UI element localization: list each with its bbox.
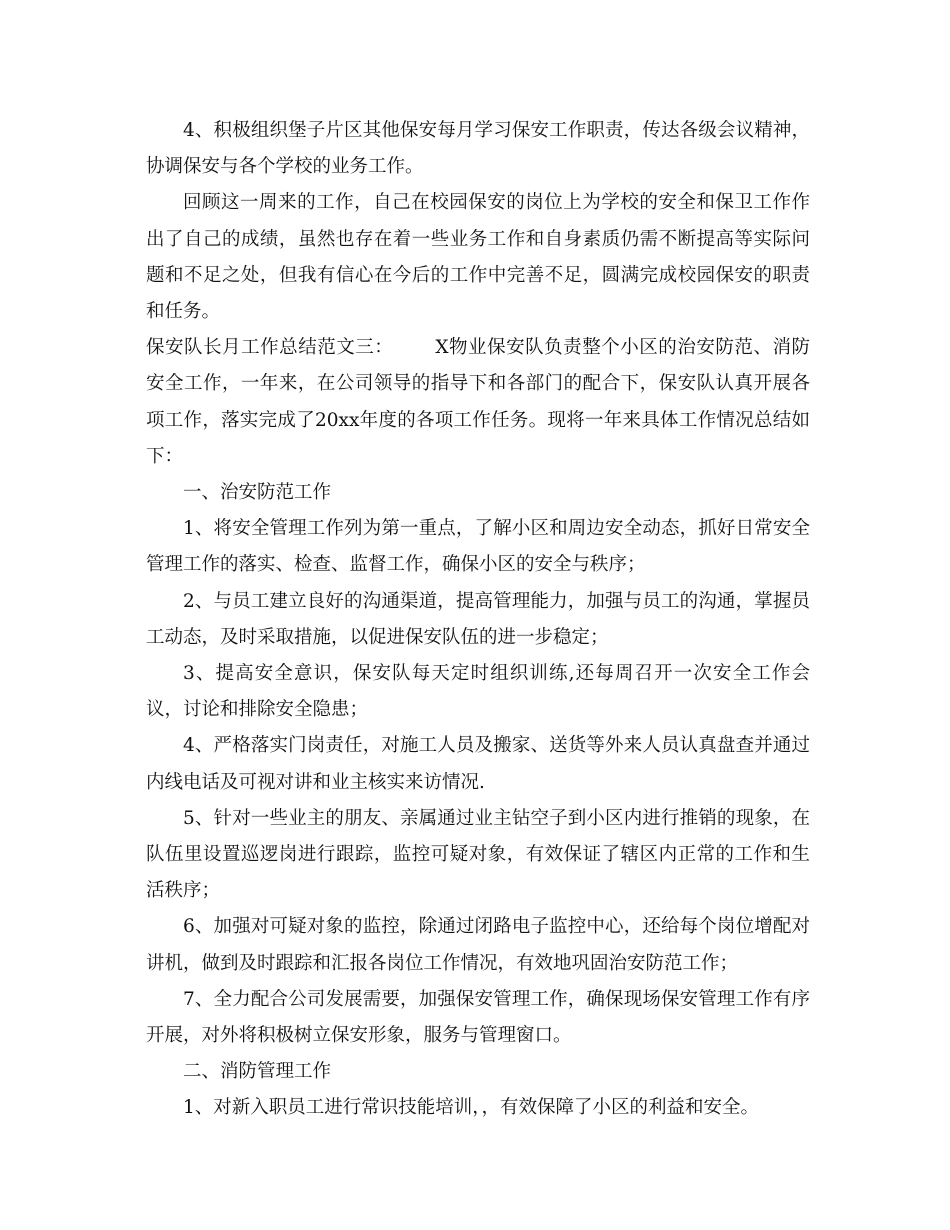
- paragraph-fire-item-1: 1、对新入职员工进行常识技能培训，，有效保障了小区的利益和安全。: [183, 1097, 760, 1119]
- paragraph-security-item-5: 5、针对一些业主的朋友、亲属通过业主钻空子到小区内进行推销的现象，在队伍里设置巡逻岗进行跟踪，监控可疑对象，有效保证了辖区内正常的工作和生活秩序；: [146, 807, 810, 902]
- paragraph-guard-training: 4、积极组织堡子片区其他保安每月学习保安工作职责，传达各级会议精神，协调保安与各个学校的业务工作。: [146, 120, 810, 178]
- sample-three-heading: 保安队长月工作总结范文三：: [146, 337, 394, 359]
- paragraph-security-item-7: 7、全力配合公司发展需要，加强保安管理工作，确保现场保安管理工作有序开展，对外将积极树立保安形象，服务与管理窗口。: [146, 988, 810, 1047]
- paragraph-security-item-6: 6、加强对可疑对象的监控，除通过闭路电子监控中心，还给每个岗位增配对讲机，做到及时跟踪和汇报各岗位工作情况，有效地巩固治安防范工作；: [146, 916, 810, 974]
- paragraph-security-item-1: 1、将安全管理工作列为第一重点，了解小区和周边安全动态，抓好日常安全管理工作的落实、检查、监督工作，确保小区的安全与秩序；: [146, 518, 810, 576]
- section-heading-fire: 二、消防管理工作: [183, 1061, 332, 1083]
- section-heading-security: 一、治安防范工作: [183, 482, 332, 504]
- paragraph-security-item-3: 3、提高安全意识，保安队每天定时组织训练,还每周召开一次安全工作会议，讨论和排除安全隐患；: [146, 663, 810, 721]
- paragraph-sample-three: [146, 330, 810, 475]
- paragraph-security-item-4: 4、严格落实门岗责任，对施工人员及搬家、送货等外来人员认真盘查并通过内线电话及可视对讲和业主核实来访情况.: [146, 735, 810, 793]
- sample-three-text: X物业保安队负责整个小区的治安防范、消防安全工作，一年来，在公司领导的指导下和各部门的配合下，保安队认真开展各项工作，落实完成了20xx年度的各项工作任务。现将一年来具体工作情况总结如下：: [146, 337, 810, 467]
- document-body: [146, 113, 810, 1127]
- paragraph-security-item-2: 2、与员工建立良好的沟通渠道，提高管理能力，加强与员工的沟通，掌握员工动态，及时采取措施，以促进保安队伍的进一步稳定；: [146, 590, 810, 648]
- paragraph-week-review: 回顾这一周来的工作，自己在校园保安的岗位上为学校的安全和保卫工作作出了自己的成绩，虽然也存在着一些业务工作和自身素质仍需不断提高等实际问题和不足之处，但我有信心在今后的工作中完善不足，圆满完成校园保安的职责和任务。: [146, 192, 810, 323]
